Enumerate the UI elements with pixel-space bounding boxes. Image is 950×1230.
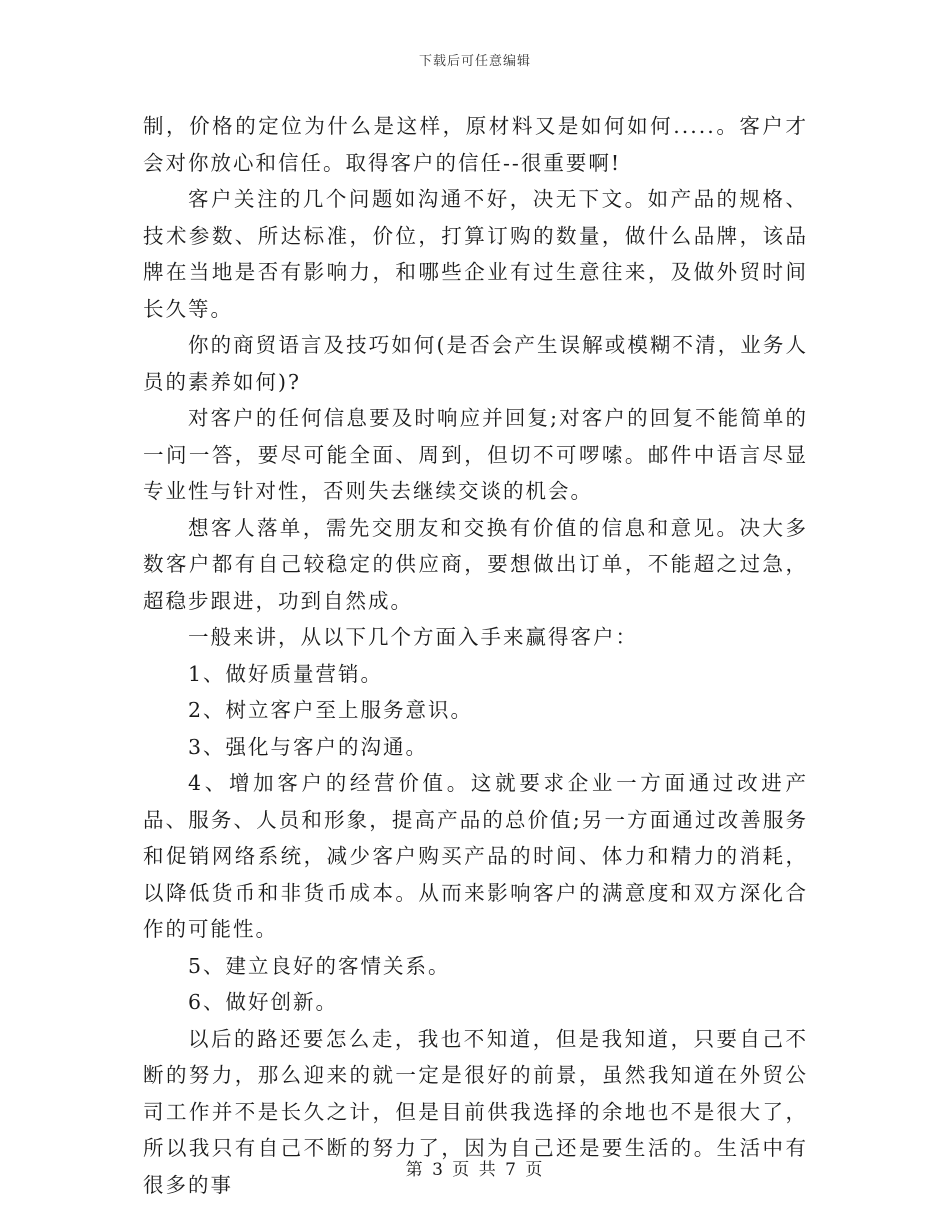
page-number-footer: 第 3 页 共 7 页 <box>405 1160 545 1180</box>
page-header: 下载后可任意编辑 <box>418 54 531 69</box>
paragraph: 客户关注的几个问题如沟通不好，决无下文。如产品的规格、技术参数、所达标准，价位，打算订购的数量，做什么品牌，该品牌在当地是否有影响力，和哪些企业有过生意往来，及做外贸时间长久等。 <box>143 187 808 321</box>
list-item: 4、增加客户的经营价值。这就要求企业一方面通过改进产品、服务、人员和形象，提高产品的总价值;另一方面通过改善服务和促销网络系统，减少客户购买产品的时间、体力和精力的消耗，以降低货币和非货币成本。从而来影响客户的满意度和双方深化合作的可能性。 <box>143 771 808 941</box>
list-item: 3、强化与客户的沟通。 <box>188 734 429 759</box>
document-body <box>143 108 808 1203</box>
list-item: 1、做好质量营销。 <box>188 661 384 686</box>
paragraph: 你的商贸语言及技巧如何(是否会产生误解或模糊不清，业务人员的素养如何)? <box>143 333 808 394</box>
paragraph: 一般来讲，从以下几个方面入手来赢得客户： <box>188 625 638 649</box>
paragraph: 对客户的任何信息要及时响应并回复;对客户的回复不能简单的一问一答，要尽可能全面、周到，但切不可啰嗦。邮件中语言尽显专业性与针对性，否则失去继续交谈的机会。 <box>143 406 808 503</box>
list-item: 2、树立客户至上服务意识。 <box>188 698 474 722</box>
list-item: 6、做好创新。 <box>188 990 339 1014</box>
list-item: 5、建立良好的客情关系。 <box>188 953 451 978</box>
paragraph: 以后的路还要怎么走，我也不知道，但是我知道，只要自己不断的努力，那么迎来的就一定是很好的前景，虽然我知道在外贸公司工作并不是长久之计，但是目前供我选择的余地也不是很大了，所以我只有自己不断的努力了，因为自己还是要生活的。生活中有很多的事 <box>143 1026 808 1197</box>
paragraph: 制，价格的定位为什么是这样，原材料又是如何如何.....。客户才会对你放心和信任。取得客户的信任--很重要啊! <box>143 114 808 175</box>
paragraph: 想客人落单，需先交朋友和交换有价值的信息和意见。决大多数客户都有自己较稳定的供应商，要想做出订单，不能超之过急，超稳步跟进，功到自然成。 <box>143 515 808 613</box>
